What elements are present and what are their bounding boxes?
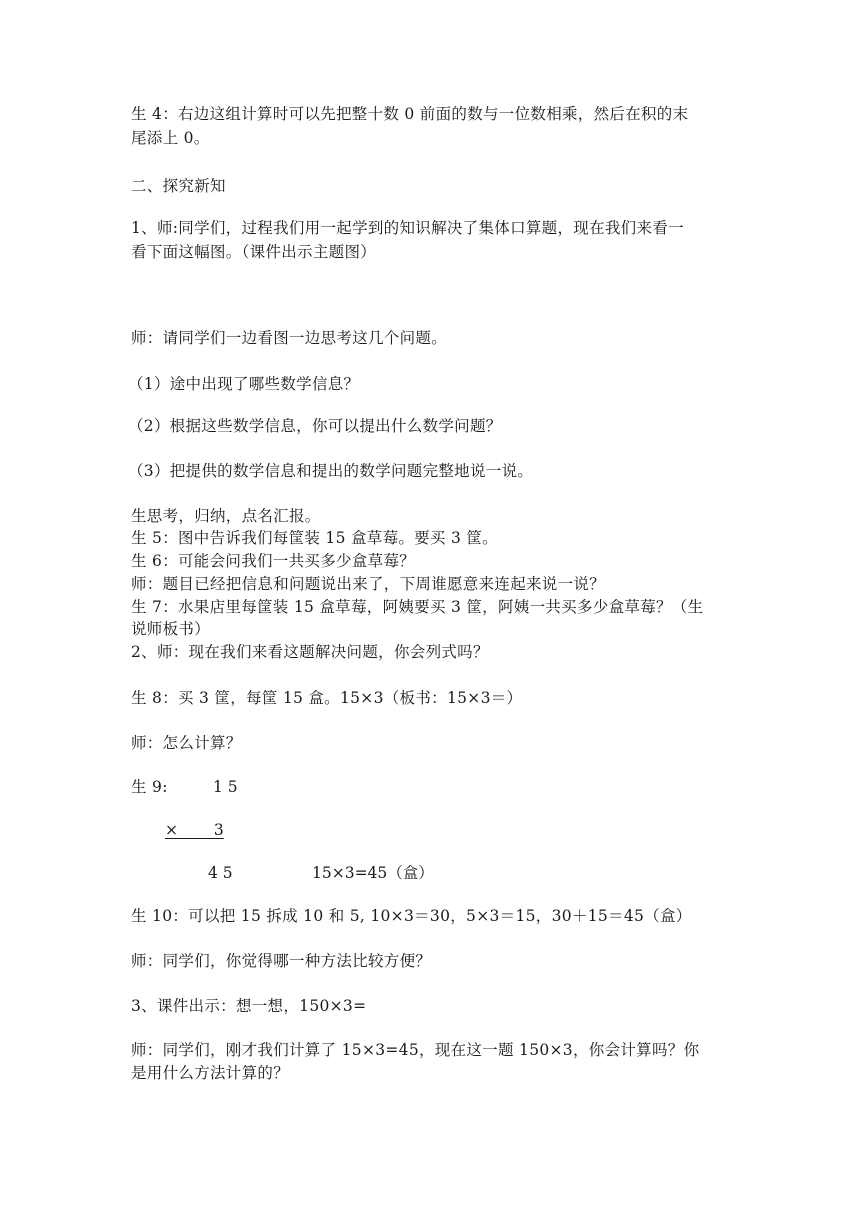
question-3: （3）把提供的数学信息和提出的数学问题完整地说一说。: [128, 462, 534, 480]
calc-multiplicand: 1 5: [213, 778, 238, 796]
paragraph-student7-cont: 说师板书）: [131, 620, 211, 638]
paragraph-student8: 生 8：买 3 筐，每筐 15 盒。15×3（板书：15×3＝）: [131, 689, 523, 707]
question-2: （2）根据这些数学信息，你可以提出什么数学问题？: [128, 417, 502, 435]
paragraph-teacher-final: 师：同学们，刚才我们计算了 15×3=45，现在这一题 150×3，你会计算吗？你: [131, 1041, 700, 1059]
paragraph-student7: 生 7：水果店里每筐装 15 盒草莓，阿姨要买 3 筐，阿姨一共买多少盒草莓？（生: [131, 598, 704, 616]
question-1: （1）途中出现了哪些数学信息？: [128, 375, 360, 393]
paragraph-report: 生思考，归纳，点名汇报。: [131, 507, 321, 525]
paragraph-student6: 生 6：可能会问我们一共买多少盒草莓？: [131, 552, 415, 570]
paragraph-teacher-intro: 1、师:同学们，过程我们用一起学到的知识解决了集体口算题，现在我们来看一: [131, 219, 684, 237]
paragraph-teacher-how: 师：怎么计算？: [131, 734, 242, 752]
paragraph-teacher-connect: 师：题目已经把信息和问题说出来了，下周谁愿意来连起来说一说？: [131, 575, 606, 593]
paragraph-courseware: 3、课件出示：想一想，150×3=: [131, 997, 367, 1015]
paragraph-student9-label: 生 9:: [131, 778, 168, 796]
section-heading: 二、探究新知: [131, 177, 226, 195]
paragraph-student4-cont: 尾添上 0。: [131, 129, 210, 147]
paragraph-student10: 生 10：可以把 15 拆成 10 和 5, 10×3＝30，5×3＝15，30＋15＝45（盒）: [131, 907, 692, 925]
paragraph-teacher-list: 2、师：现在我们来看这题解决问题，你会列式吗？: [131, 643, 489, 661]
paragraph-student5: 生 5：图中告诉我们每筐装 15 盒草莓。要买 3 筐。: [131, 529, 498, 547]
paragraph-teacher-question: 师：请同学们一边看图一边思考这几个问题。: [131, 329, 448, 347]
calc-equation: 15×3=45（盒）: [312, 864, 434, 882]
calc-result: 4 5: [208, 864, 233, 882]
paragraph-teacher-intro-cont: 看下面这幅图。（课件出示主题图）: [131, 243, 377, 261]
paragraph-student4: 生 4：右边这组计算时可以先把整十数 0 前面的数与一位数相乘，然后在积的末: [131, 105, 689, 123]
paragraph-teacher-compare: 师：同学们，你觉得哪一种方法比较方便？: [131, 952, 432, 970]
paragraph-teacher-final-cont: 是用什么方法计算的？: [131, 1064, 290, 1082]
calc-multiplier: × 3: [165, 821, 224, 839]
